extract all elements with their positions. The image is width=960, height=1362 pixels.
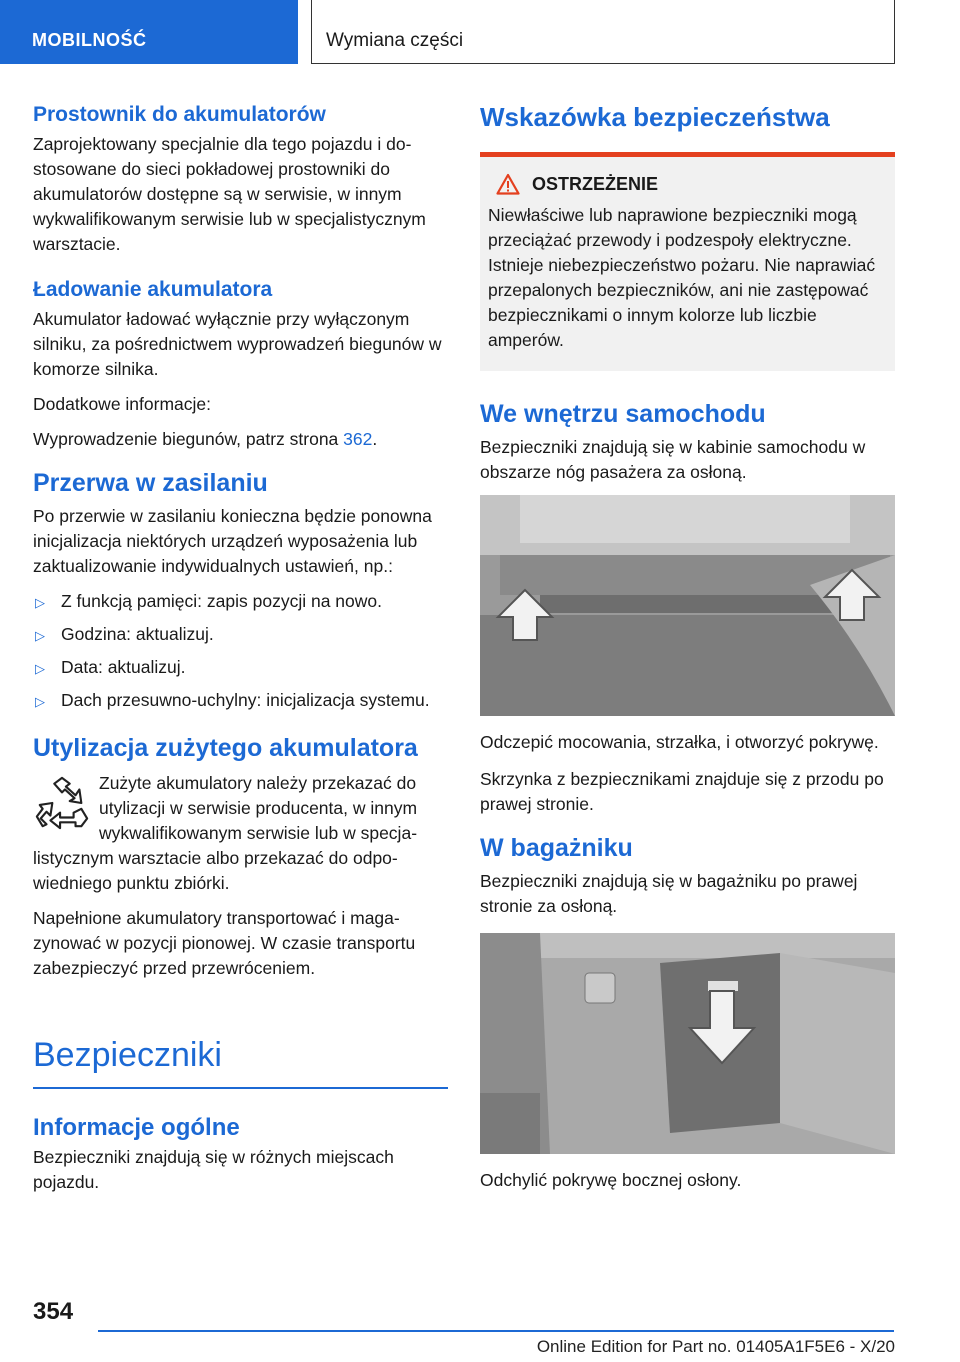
triangle-bullet-icon: ▷ — [35, 628, 45, 643]
heading-trunk: W bagażniku — [480, 834, 633, 862]
trunk-text: Bezpieczniki znajdują się w bagażniku po prawej stronie za osłoną. — [480, 871, 858, 916]
heading-power-interruption: Przerwa w zasilaniu — [33, 469, 268, 497]
trunk-caption: Odchylić pokrywę bocznej osłony. — [480, 1170, 742, 1190]
triangle-bullet-icon: ▷ — [35, 661, 45, 676]
heading-charger: Prostownik do akumulatorów — [33, 103, 326, 126]
warning-triangle-icon — [496, 173, 520, 195]
heading-general: Informacje ogólne — [33, 1114, 240, 1141]
recycle-icon — [33, 773, 91, 833]
disposal-text-2: Napełnione akumulatory transportować i magazynować w pozycji pionowej. W czasie transportu zabezpieczyć przed przewróceniem. — [33, 908, 416, 978]
section-tab: MOBILNOŚĆ — [0, 0, 298, 64]
heading-fuses: Bezpieczniki — [33, 1033, 448, 1089]
heading-disposal: Utylizacja zużytego akumulatora — [33, 734, 418, 762]
heading-charging: Ładowanie akumulatora — [33, 278, 273, 301]
charging-more: Dodatkowe informacje: — [33, 394, 211, 414]
footer-edition: Online Edition for Part no. 01405A1F5E6 - X/20 — [536, 1337, 895, 1356]
right-column — [480, 100, 895, 1203]
warning-box — [480, 157, 895, 371]
charger-text: Zaprojektowany specjalnie dla tego pojazdu i dostosowane do sieci pokładowej prostowniki do akumulatorów dostępne są w serwisie, w innym wykwalifikowanym serwisie lub w specjalistycznym warsztacie. — [33, 134, 426, 254]
interior-fusebox-photo — [480, 495, 895, 716]
triangle-bullet-icon: ▷ — [35, 694, 45, 709]
page-number: 354 — [33, 1298, 74, 1325]
charging-ref — [33, 427, 448, 452]
disposal-text: Zużyte akumulatory należy przekazać do utylizacji w serwisie producenta, w innym wykwalifikowanym serwisie lub w specjalistycznym warsztacie albo przekazać do odpowiedniego punktu zbiórki. — [33, 773, 418, 893]
left-column — [33, 100, 448, 1205]
interior-text: Bezpieczniki znajdują się w kabinie samochodu w obszarze nóg pasażera za osłoną. — [480, 437, 866, 482]
footer-rule — [98, 1330, 894, 1332]
charging-text: Akumulator ładować wyłącznie przy wyłączonym silniku, za pośrednictwem wyprowadzeń biegunów w komorze silnika. — [33, 309, 442, 379]
list-item: ▷ Data: aktualizuj. — [33, 655, 448, 680]
power-text: Po przerwie w zasilaniu konieczna będzie ponowna inicjalizacja niektórych urządzeń wyposażenia lub zaktualizowanie indywidualnych ustawień, np.: — [33, 506, 432, 576]
triangle-bullet-icon: ▷ — [35, 595, 45, 610]
interior-caption: Odczepić mocowania, strzałka, i otworzyć pokrywę. — [480, 732, 879, 752]
list-item: ▷ Godzina: aktualizuj. — [33, 622, 448, 647]
ref-suffix: . — [372, 429, 378, 449]
warning-title: OSTRZEŻENIE — [488, 171, 887, 197]
heading-safety: Wskazówka bezpieczeństwa — [480, 102, 830, 132]
heading-interior: We wnętrzu samochodu — [480, 400, 766, 428]
interior-text-2: Skrzynka z bezpiecznikami znajduje się z przodu po prawej stronie. — [480, 769, 884, 814]
list-item: ▷ Z funkcją pamięci: zapis pozycji na nowo. — [33, 589, 448, 614]
trunk-panel-photo — [480, 933, 895, 1154]
chapter-title: Wymiana części — [311, 0, 895, 64]
list-item: ▷ Dach przesuwno-uchylny: inicjalizacja systemu. — [33, 688, 448, 713]
warning-text: Niewłaściwe lub naprawione bezpieczniki mogą przeciążać przewody i podzespoły elektryczne. Istnieje niebezpieczeństwo pożaru. Nie naprawiać przepalonych bezpieczników, ani nie zastępować bezpiecznikami o innym kolorze lub liczbie amperów. — [488, 205, 876, 350]
general-text: Bezpieczniki znajdują się w różnych miejscach pojazdu. — [33, 1147, 394, 1192]
ref-prefix: Wyprowadzenie biegunów, patrz strona — [33, 429, 344, 449]
power-list — [33, 589, 448, 713]
page-link[interactable]: 362 — [343, 429, 373, 449]
